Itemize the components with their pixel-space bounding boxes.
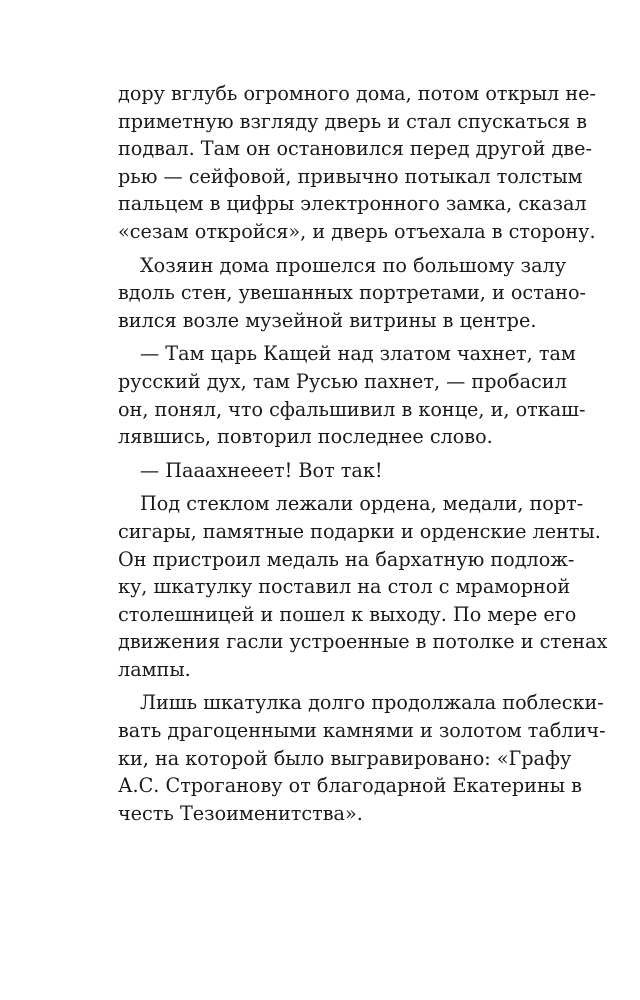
paragraph-6 (118, 689, 606, 827)
text-line: Лишь шкатулка долго продолжала поблески- (140, 691, 604, 715)
text-line: лампы. (118, 657, 191, 681)
text-line: А.С. Строганову от благодарной Екатерины в (118, 774, 582, 798)
text-line: Он пристроил медаль на бархатную подлож- (118, 547, 575, 571)
text-line: лявшись, повторил последнее слово. (118, 425, 493, 449)
text-line: честь Тезоименитства». (118, 801, 363, 825)
paragraph-5 (118, 490, 608, 683)
paragraph-2 (118, 252, 587, 335)
text-line: — Там царь Кащей над златом чахнет, там (140, 342, 576, 366)
body-text (118, 80, 608, 827)
text-line: ки, на которой было выгравировано: «Графу (118, 746, 572, 770)
text-line: вился возле музейной витрины в центре. (118, 308, 537, 332)
text-line: рью — сейфовой, привычно потыкал толстым (118, 164, 583, 188)
paragraph-3 (118, 340, 586, 450)
text-line: — Пааахнееет! Вот так! (140, 458, 383, 482)
text-line: движения гасли устроенные в потолке и стенах (118, 630, 608, 654)
text-line: «сезам откройся», и дверь отъехала в сторону. (118, 219, 596, 243)
text-line: ку, шкатулку поставил на стол с мраморной (118, 575, 571, 599)
text-line: приметную взгляду дверь и стал спускаться в (118, 109, 588, 133)
paragraph-1 (118, 80, 596, 246)
text-line: вдоль стен, увешанных портретами, и остано- (118, 281, 587, 305)
text-line: Под стеклом лежали ордена, медали, порт- (140, 492, 584, 516)
text-line: столешницей и пошел к выходу. По мере его (118, 602, 577, 626)
text-line: сигары, памятные подарки и орденские ленты. (118, 519, 601, 543)
text-line: Хозяин дома прошелся по большому залу (140, 253, 566, 277)
text-line: вать драгоценными камнями и золотом таблич- (118, 719, 606, 743)
text-line: русский дух, там Русью пахнет, — пробасил (118, 369, 567, 393)
text-line: подвал. Там он остановился перед другой две- (118, 137, 592, 161)
text-line: он, понял, что сфальшивил в конце, и, откаш- (118, 397, 586, 421)
paragraph-4 (118, 457, 566, 485)
text-line: пальцем в цифры электронного замка, сказал (118, 192, 587, 216)
text-line: дору вглубь огромного дома, потом открыл не- (118, 82, 596, 105)
